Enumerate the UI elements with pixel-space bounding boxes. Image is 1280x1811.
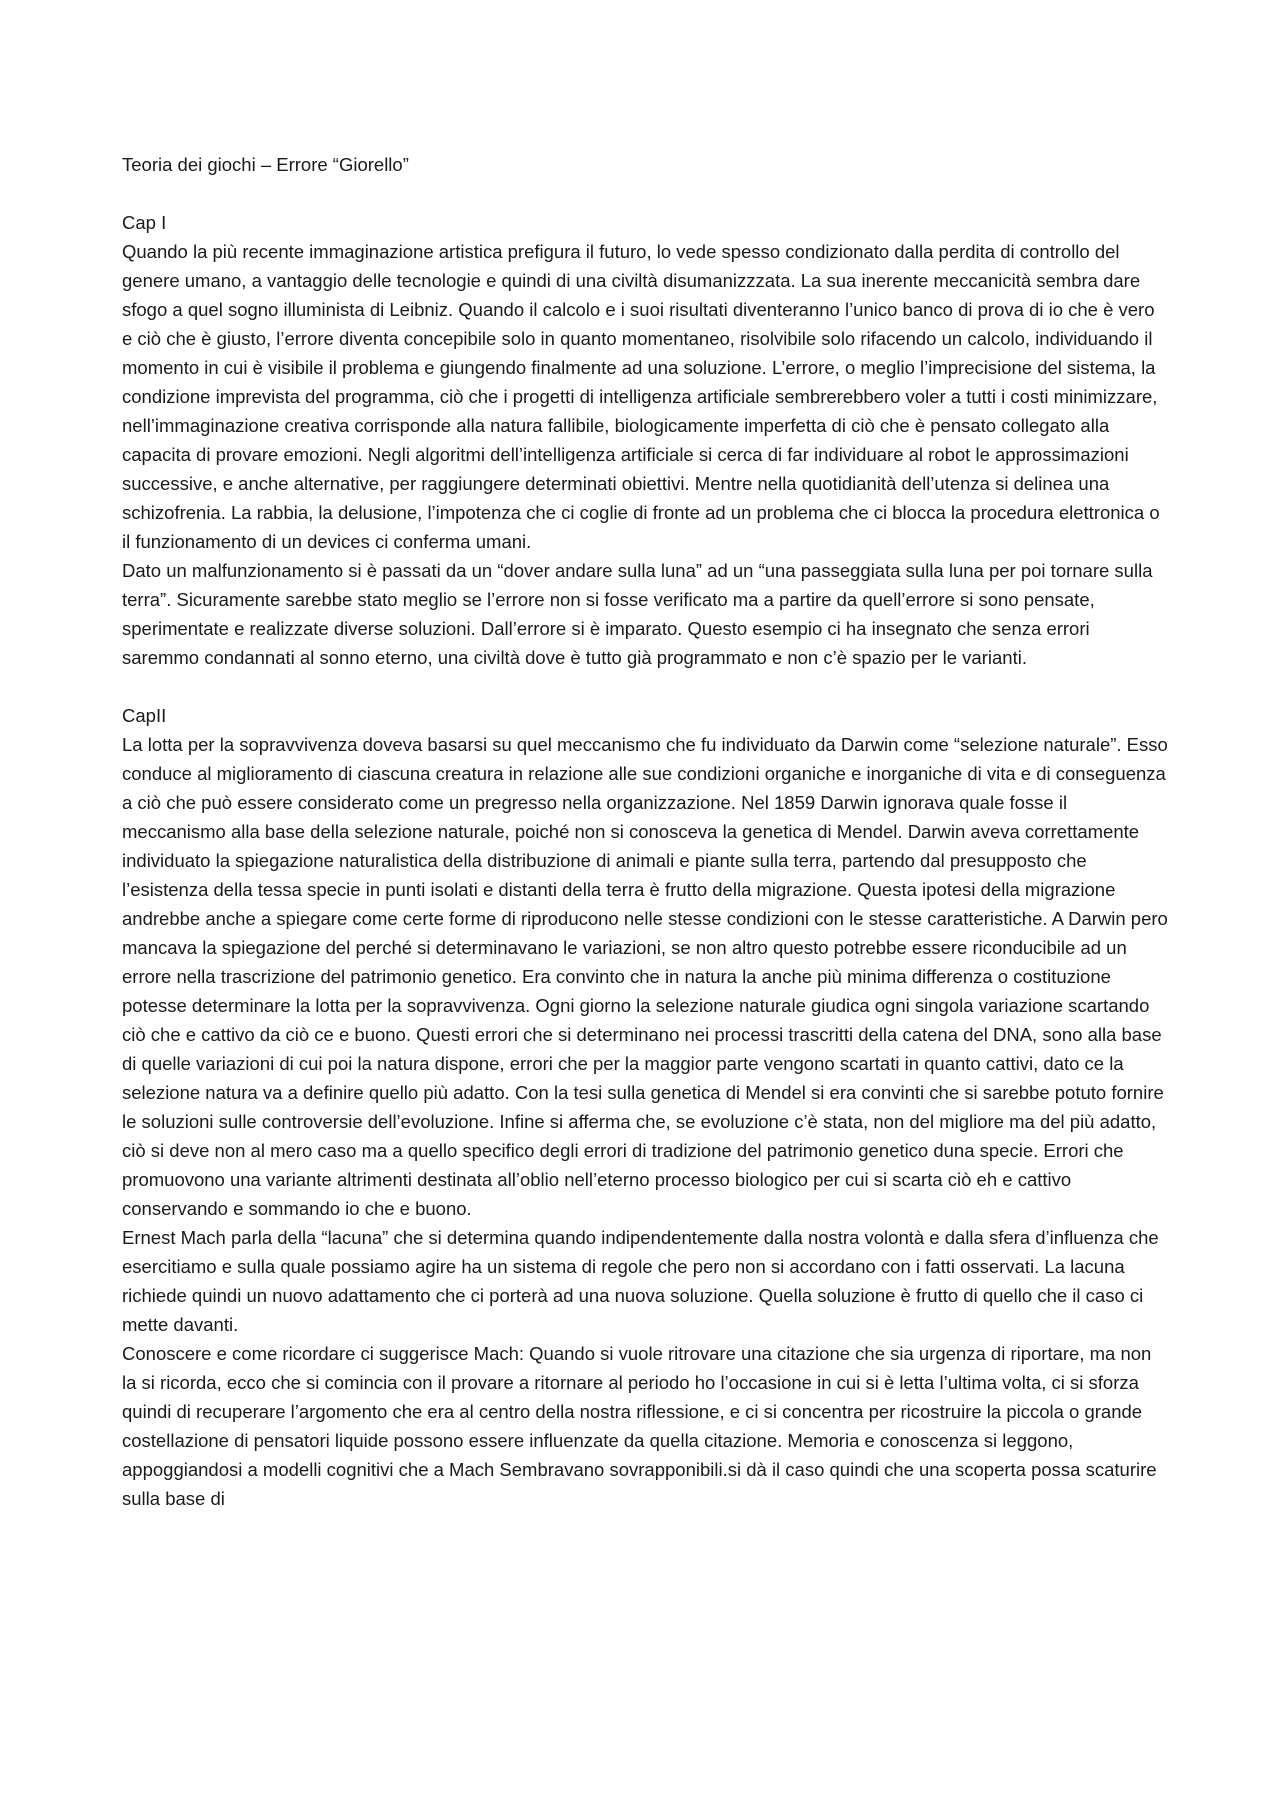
chapter-1-heading: Cap I bbox=[122, 212, 167, 233]
spacer bbox=[122, 672, 1168, 701]
chapter-1-paragraph-1: Quando la più recente immaginazione artistica prefigura il futuro, lo vede spesso condizionato dalla perdita di controllo del genere umano, a vantaggio delle tecnologie e quindi di una civiltà disumanizzzata. La sua inerente meccanicità sembra dare sfogo a quel sogno illuminista di Leibniz. Quando il calcolo e i suoi risultati diventeranno l’unico banco di prova di io che è vero e ciò che è giusto, l’errore diventa concepibile solo in quanto momentaneo, risolvibile solo rifacendo un calcolo, individuando il momento in cui è visibile il problema e giungendo finalmente ad una soluzione. L’errore, o meglio l’imprecisione del sistema, la condizione imprevista del programma, ciò che i progetti di intelligenza artificiale sembrerebbero voler a tutti i costi minimizzare, nell’immaginazione creativa corrisponde alla natura fallibile, biologicamente imperfetta di ciò che è pensato collegato alla capacita di provare emozioni. Negli algoritmi dell’intelligenza artificiale si cerca di far individuare al robot le approssimazioni successive, e anche alternative, per raggiungere determinati obiettivi. Mentre nella quotidianità dell’utenza si delinea una schizofrenia. La rabbia, la delusione, l’impotenza che ci coglie di fronte ad un problema che ci blocca la procedura elettronica o il funzionamento di un devices ci conferma umani. bbox=[122, 241, 1160, 552]
chapter-2-paragraph-1: La lotta per la sopravvivenza doveva basarsi su quel meccanismo che fu individuato da Darwin come “selezione naturale”. Esso conduce al miglioramento di ciascuna creatura in relazione alle sue condizioni organiche e inorganiche di vita e di conseguenza a ciò che può essere considerato come un pregresso nella organizzazione. Nel 1859 Darwin ignorava quale fosse il meccanismo alla base della selezione naturale, poiché non si conosceva la genetica di Mendel. Darwin aveva correttamente individuato la spiegazione naturalistica della distribuzione di animali e piante sulla terra, partendo dal presupposto che l’esistenza della tessa specie in punti isolati e distanti della terra è frutto della migrazione. Questa ipotesi della migrazione andrebbe anche a spiegare come certe forme di riproducono nelle stesse condizioni con le stesse caratteristiche. A Darwin pero mancava la spiegazione del perché si determinavano le variazioni, se non altro questo potrebbe essere riconducibile ad un errore nella trascrizione del patrimonio genetico. Era convinto che in natura la anche più minima differenza o costituzione potesse determinare la lotta per la sopravvivenza. Ogni giorno la selezione naturale giudica ogni singola variazione scartando ciò che e cattivo da ciò ce e buono. Questi errori che si determinano nei processi trascritti della catena del DNA, sono alla base di quelle variazioni di cui poi la natura dispone, errori che per la maggior parte vengono scartati in quanto cattivi, dato ce la selezione natura va a definire quello più adatto. Con la tesi sulla genetica di Mendel si era convinti che si sarebbe potuto fornire le soluzioni sulle controversie dell’evoluzione. Infine si afferma che, se evoluzione c’è stata, non del migliore ma del più adatto, ciò si deve non al mero caso ma a quello specifico degli errori di tradizione del patrimonio genetico duna specie. Errori che promuovono una variante altrimenti destinata all’oblio nell’eterno processo biologico per cui si scarta ciò eh e cattivo conservando e sommando io che e buono. bbox=[122, 734, 1168, 1219]
document-title: Teoria dei giochi – Errore “Giorello” bbox=[122, 154, 409, 175]
chapter-2-heading: CapII bbox=[122, 705, 167, 726]
chapter-2-paragraph-2: Ernest Mach parla della “lacuna” che si determina quando indipendentemente dalla nostra volontà e dalla sfera d’influenza che esercitiamo e sulla quale possiamo agire ha un sistema di regole che pero non si accordano con i fatti osservati. La lacuna richiede quindi un nuovo adattamento che ci porterà ad una nuova soluzione. Quella soluzione è frutto di quello che il caso ci mette davanti. bbox=[122, 1227, 1159, 1335]
chapter-1-paragraph-2: Dato un malfunzionamento si è passati da un “dover andare sulla luna” ad un “una passeggiata sulla luna per poi tornare sulla terra”. Sicuramente sarebbe stato meglio se l’errore non si fosse verificato ma a partire da quell’errore si sono pensate, sperimentate e realizzate diverse soluzioni. Dall’errore si è imparato. Questo esempio ci ha insegnato che senza errori saremmo condannati al sonno eterno, una civiltà dove è tutto già programmato e non c’è spazio per le varianti. bbox=[122, 560, 1153, 668]
spacer bbox=[122, 179, 1168, 208]
chapter-2-paragraph-3: Conoscere e come ricordare ci suggerisce Mach: Quando si vuole ritrovare una citazione che sia urgenza di riportare, ma non la si ricorda, ecco che si comincia con il provare a ritornare al periodo ho l’occasione in cui si è letta l’ultima volta, ci si sforza quindi di recuperare l’argomento che era al centro della nostra riflessione, e ci si concentra per ricostruire la piccola o grande costellazione di pensatori liquide possono essere influenzate da quella citazione. Memoria e conoscenza si leggono, appoggiandosi a modelli cognitivi che a Mach Sembravano sovrapponibili.si dà il caso quindi che una scoperta possa scaturire sulla base di bbox=[122, 1343, 1157, 1509]
